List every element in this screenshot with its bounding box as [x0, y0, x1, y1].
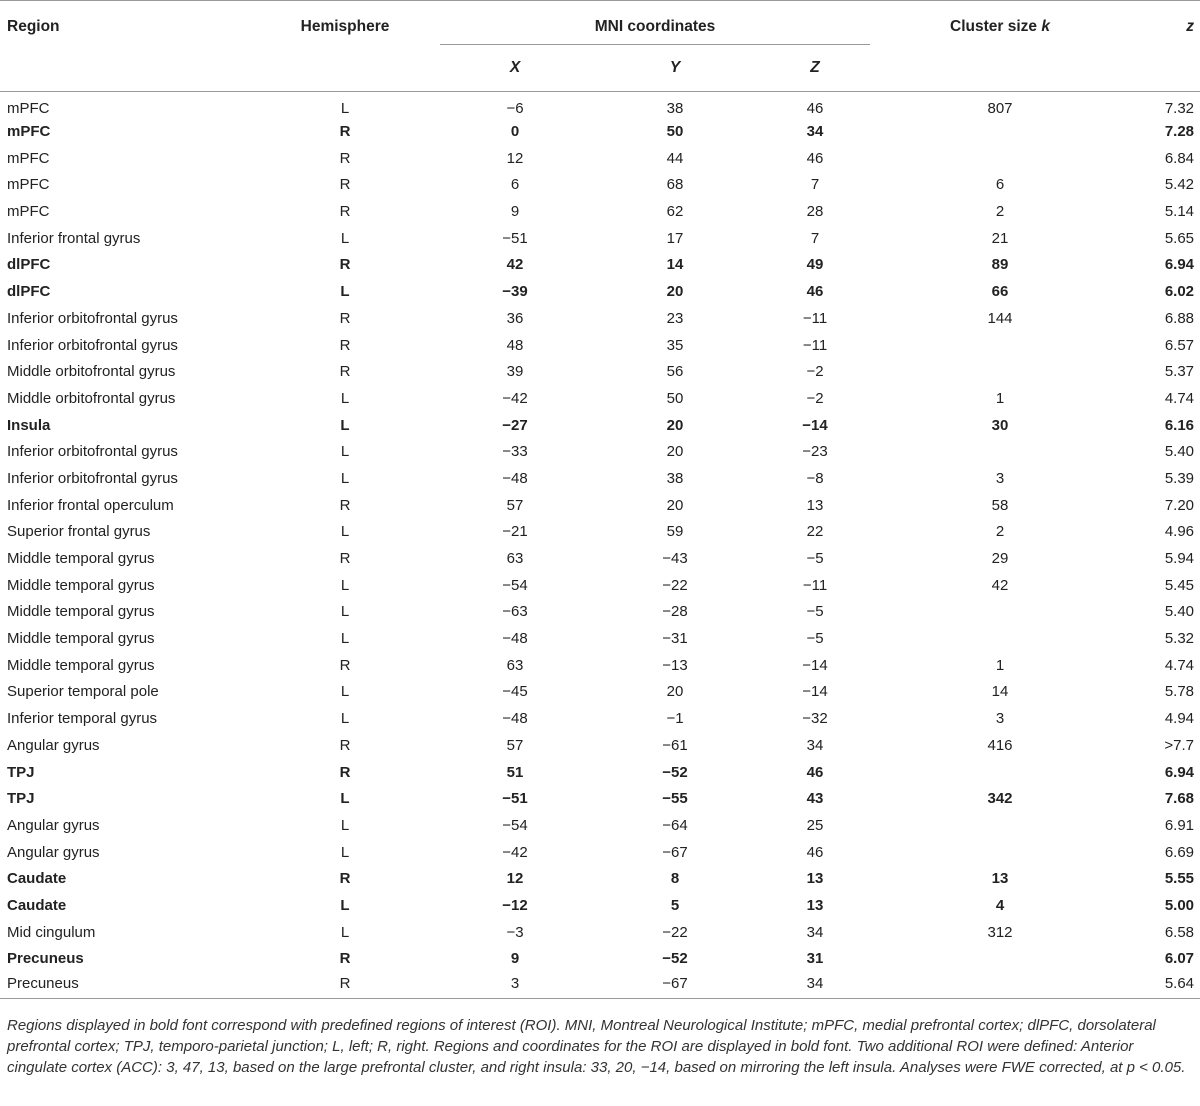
cell-z-coord: −32 — [802, 710, 828, 728]
table-row — [0, 492, 1200, 519]
cell-cluster-size: 2 — [995, 203, 1005, 221]
cell-region: Precuneus — [7, 974, 79, 992]
cell-z-coord: 7 — [810, 229, 820, 247]
cell-z-coord: −5 — [806, 630, 824, 648]
cell-region: dlPFC — [7, 283, 51, 301]
table-row — [0, 172, 1200, 199]
cell-z-coord: −11 — [802, 309, 828, 327]
table-row — [0, 865, 1200, 892]
cell-hemisphere: L — [340, 229, 350, 247]
cell-hemisphere: L — [340, 896, 350, 914]
table-row — [0, 599, 1200, 626]
cell-x: 3 — [510, 974, 520, 992]
cell-cluster-size — [870, 972, 1130, 999]
table-row — [0, 839, 1200, 866]
cell-hemisphere: L — [340, 443, 350, 461]
cell-y: 14 — [666, 256, 684, 274]
cell-cluster-size — [870, 358, 1130, 385]
table-row — [0, 145, 1200, 172]
cell-region: TPJ — [7, 763, 35, 781]
table-row — [0, 972, 1200, 999]
cell-x: −27 — [502, 416, 528, 434]
cell-z-coord: −5 — [806, 550, 824, 568]
cell-hemisphere: L — [340, 630, 350, 648]
cell-region: mPFC — [7, 99, 50, 117]
cell-z-score: 6.88 — [1164, 309, 1195, 327]
cell-x: 9 — [510, 950, 520, 968]
cell-x: 42 — [506, 256, 524, 274]
cell-z-coord: −2 — [806, 363, 824, 381]
cell-z-score: 4.74 — [1164, 389, 1195, 407]
header-z: z — [1186, 18, 1195, 35]
cell-z-coord: 46 — [806, 843, 824, 861]
table-header — [0, 1, 1200, 92]
cell-z-coord: 49 — [806, 256, 824, 274]
cell-cluster-size — [870, 625, 1130, 652]
cell-cluster-size: 3 — [995, 710, 1005, 728]
cell-x: 63 — [506, 656, 524, 674]
cell-y: −1 — [666, 710, 684, 728]
cell-region: dlPFC — [7, 256, 51, 274]
cell-region: Middle temporal gyrus — [7, 656, 155, 674]
cell-cluster-size: 13 — [991, 870, 1009, 888]
cell-cluster-size: 1 — [995, 656, 1005, 674]
cell-cluster-size: 6 — [995, 176, 1005, 194]
cell-cluster-size: 312 — [987, 923, 1013, 941]
cell-x: 6 — [510, 176, 520, 194]
cell-z-coord: 25 — [806, 816, 824, 834]
cell-cluster-size — [870, 946, 1130, 973]
table-row — [0, 385, 1200, 412]
table-row — [0, 625, 1200, 652]
cell-x: −63 — [502, 603, 528, 621]
cell-z-coord: 22 — [806, 523, 824, 541]
cell-z-score: 5.45 — [1164, 576, 1195, 594]
cell-z-coord: 31 — [806, 950, 824, 968]
cell-hemisphere: R — [339, 974, 351, 992]
cell-hemisphere: L — [340, 523, 350, 541]
cell-region: Inferior orbitofrontal gyrus — [7, 469, 178, 487]
cell-y: −31 — [662, 630, 688, 648]
cell-x: −51 — [502, 229, 528, 247]
table-row — [0, 679, 1200, 706]
cell-hemisphere: R — [339, 656, 351, 674]
cell-z-coord: −14 — [802, 416, 828, 434]
table-row — [0, 198, 1200, 225]
cell-hemisphere: R — [339, 123, 351, 141]
cell-y: 50 — [666, 123, 684, 141]
cell-cluster-size — [870, 812, 1130, 839]
cell-hemisphere: R — [339, 950, 351, 968]
cell-x: 36 — [506, 309, 524, 327]
header-cluster-label: Cluster size — [950, 18, 1038, 35]
cell-z-coord: −8 — [806, 469, 824, 487]
cell-z-score: 6.91 — [1164, 816, 1195, 834]
table-row — [0, 252, 1200, 279]
cell-region: mPFC — [7, 123, 51, 141]
cell-z-score: 5.64 — [1164, 974, 1195, 992]
cell-z-score: 6.69 — [1164, 843, 1195, 861]
cell-z-score: 4.96 — [1164, 523, 1195, 541]
cell-hemisphere: L — [340, 790, 350, 808]
table-row — [0, 946, 1200, 973]
cell-region: Insula — [7, 416, 51, 434]
cell-hemisphere: L — [340, 416, 350, 434]
cell-z-score: 6.84 — [1164, 149, 1195, 167]
cell-cluster-size: 66 — [991, 283, 1009, 301]
cell-x: 0 — [510, 123, 520, 141]
cell-x: 39 — [506, 363, 524, 381]
cell-z-coord: 46 — [806, 283, 824, 301]
table-row — [0, 412, 1200, 439]
cell-cluster-size: 144 — [987, 309, 1013, 327]
cell-x: 12 — [506, 870, 524, 888]
cell-z-coord: 46 — [806, 99, 824, 117]
cell-region: Superior frontal gyrus — [7, 523, 151, 541]
table-row — [0, 332, 1200, 359]
cell-y: −67 — [662, 843, 688, 861]
cell-z-score: 5.32 — [1164, 630, 1195, 648]
cell-hemisphere: R — [339, 309, 351, 327]
cell-cluster-size: 14 — [991, 683, 1009, 701]
table-row — [0, 892, 1200, 919]
cell-hemisphere: R — [339, 763, 351, 781]
cell-region: TPJ — [7, 790, 35, 808]
table-row — [0, 305, 1200, 332]
cell-region: Caudate — [7, 870, 67, 888]
table-row — [0, 785, 1200, 812]
table-row — [0, 519, 1200, 546]
cell-z-score: 4.94 — [1164, 710, 1195, 728]
table-row — [0, 358, 1200, 385]
cell-z-score: 6.57 — [1164, 336, 1195, 354]
cell-x: 12 — [506, 149, 524, 167]
cell-x: −42 — [502, 389, 528, 407]
cell-y: 35 — [666, 336, 684, 354]
cell-region: Inferior frontal operculum — [7, 496, 174, 514]
table-row — [0, 572, 1200, 599]
cell-cluster-size — [870, 118, 1130, 145]
cell-z-coord: 34 — [806, 923, 824, 941]
table-row — [0, 812, 1200, 839]
cell-cluster-size — [870, 438, 1130, 465]
cell-z-coord: −11 — [802, 336, 828, 354]
cell-region: Inferior temporal gyrus — [7, 710, 158, 728]
table-row — [0, 438, 1200, 465]
cell-region: Superior temporal pole — [7, 683, 159, 701]
cell-x: 57 — [506, 496, 524, 514]
cell-hemisphere: R — [339, 363, 351, 381]
cell-region: mPFC — [7, 176, 50, 194]
cell-z-coord: 34 — [806, 974, 824, 992]
cell-cluster-size — [870, 599, 1130, 626]
cell-z-score: >7.7 — [1164, 736, 1195, 754]
cell-cluster-size: 21 — [991, 229, 1009, 247]
table-row — [0, 545, 1200, 572]
cell-cluster-size: 3 — [995, 469, 1005, 487]
table-footnote: Regions displayed in bold font correspond with predefined regions of interest (ROI). MNI, Montreal Neurological Institute; mPFC, medial prefrontal cortex; dlPFC, dorsolateral prefrontal cortex; TPJ, temporo-parietal junction; L, left; R, right. Regions and coordinates for the ROI are displayed in bold font. Two additional ROI were defined: Anterior cingulate cortex (ACC): 3, 47, 13, based on the large prefrontal cluster, and right insula: 33, 20, −14, based on mirroring the left insula. Analyses were FWE corrected, at p < 0.05. — [7, 1017, 1186, 1076]
cell-cluster-size: 4 — [995, 896, 1005, 914]
cell-z-coord: 46 — [806, 149, 824, 167]
cell-y: −52 — [662, 950, 688, 968]
cell-y: −55 — [662, 790, 688, 808]
cell-z-score: 5.14 — [1164, 203, 1195, 221]
cell-region: Inferior orbitofrontal gyrus — [7, 443, 178, 461]
cell-cluster-size — [870, 839, 1130, 866]
table-row — [0, 705, 1200, 732]
cell-z-coord: −14 — [802, 683, 828, 701]
cell-region: Middle orbitofrontal gyrus — [7, 363, 176, 381]
table-row — [0, 225, 1200, 252]
cell-region: Middle temporal gyrus — [7, 550, 155, 568]
table-row — [0, 118, 1200, 145]
cell-region: mPFC — [7, 149, 50, 167]
cell-cluster-size — [870, 759, 1130, 786]
cell-x: 9 — [510, 203, 520, 221]
cell-x: −54 — [502, 576, 528, 594]
cell-z-score: 7.20 — [1164, 496, 1195, 514]
cell-y: −67 — [662, 974, 688, 992]
cell-cluster-size: 89 — [991, 256, 1009, 274]
cell-x: −33 — [502, 443, 528, 461]
cell-z-score: 5.39 — [1164, 469, 1195, 487]
cell-x: −39 — [502, 283, 528, 301]
cell-y: −64 — [662, 816, 688, 834]
cell-cluster-size: 58 — [991, 496, 1009, 514]
cell-y: −52 — [662, 763, 688, 781]
cell-x: 48 — [506, 336, 524, 354]
cell-y: 20 — [666, 416, 684, 434]
cell-y: 38 — [666, 469, 684, 487]
cell-z-score: 7.28 — [1164, 123, 1195, 141]
cell-y: 59 — [666, 523, 684, 541]
cell-region: Angular gyrus — [7, 816, 100, 834]
cell-z-coord: −14 — [802, 656, 828, 674]
cell-z-score: 6.58 — [1164, 923, 1195, 941]
cell-x: 57 — [506, 736, 524, 754]
cell-z-score: 5.65 — [1164, 229, 1195, 247]
cell-hemisphere: L — [340, 389, 350, 407]
cell-hemisphere: L — [340, 843, 350, 861]
cell-x: 51 — [506, 763, 524, 781]
cell-hemisphere: R — [339, 203, 351, 221]
cell-x: −51 — [502, 790, 528, 808]
cell-z-score: 5.78 — [1164, 683, 1195, 701]
cell-z-score: 5.37 — [1164, 363, 1195, 381]
cell-y: 20 — [666, 443, 684, 461]
table-row — [0, 759, 1200, 786]
cell-z-score: 5.00 — [1164, 896, 1195, 914]
cell-z-score: 5.42 — [1164, 176, 1195, 194]
table-row — [0, 732, 1200, 759]
cell-hemisphere: R — [339, 550, 351, 568]
cell-region: Inferior orbitofrontal gyrus — [7, 309, 178, 327]
cell-z-coord: −23 — [802, 443, 828, 461]
cell-region: Middle temporal gyrus — [7, 603, 155, 621]
cell-region: Inferior orbitofrontal gyrus — [7, 336, 178, 354]
cell-y: −13 — [662, 656, 688, 674]
cell-z-coord: 46 — [806, 763, 824, 781]
cell-cluster-size: 2 — [995, 523, 1005, 541]
header-mni-coordinates: MNI coordinates — [440, 1, 870, 45]
cell-z-coord: 34 — [806, 123, 824, 141]
cell-z-score: 4.74 — [1164, 656, 1195, 674]
cell-y: −22 — [662, 576, 688, 594]
cell-hemisphere: L — [340, 469, 350, 487]
cell-z-coord: 28 — [806, 203, 824, 221]
cell-region: Middle temporal gyrus — [7, 630, 155, 648]
cell-x: −48 — [502, 710, 528, 728]
cell-y: 56 — [666, 363, 684, 381]
cell-y: 20 — [666, 496, 684, 514]
cell-x: −42 — [502, 843, 528, 861]
cell-y: 5 — [670, 896, 680, 914]
cell-region: Inferior frontal gyrus — [7, 229, 141, 247]
cell-z-score: 5.40 — [1164, 443, 1195, 461]
cell-hemisphere: L — [340, 683, 350, 701]
table-row — [0, 92, 1200, 119]
table-row — [0, 919, 1200, 946]
cell-z-score: 5.40 — [1164, 603, 1195, 621]
cell-cluster-size: 29 — [991, 550, 1009, 568]
cell-z-score: 7.32 — [1164, 99, 1195, 117]
cell-cluster-size: 30 — [991, 416, 1009, 434]
cell-y: 20 — [666, 283, 684, 301]
cell-y: −22 — [662, 923, 688, 941]
cell-region: mPFC — [7, 203, 50, 221]
cell-y: 20 — [666, 683, 684, 701]
cell-z-score: 5.94 — [1164, 550, 1195, 568]
cell-y: −61 — [662, 736, 688, 754]
cell-x: −45 — [502, 683, 528, 701]
cell-hemisphere: L — [340, 99, 350, 117]
table-body — [0, 92, 1200, 999]
table-row — [0, 465, 1200, 492]
cell-x: −21 — [502, 523, 528, 541]
cell-y: 23 — [666, 309, 684, 327]
cell-region: Angular gyrus — [7, 736, 100, 754]
cell-region: Precuneus — [7, 950, 84, 968]
cell-region: Mid cingulum — [7, 923, 96, 941]
cell-z-coord: −2 — [806, 389, 824, 407]
cell-z-score: 5.55 — [1164, 870, 1195, 888]
table-row — [0, 652, 1200, 679]
cell-z-score: 6.94 — [1164, 763, 1195, 781]
cell-y: 62 — [666, 203, 684, 221]
cell-x: −54 — [502, 816, 528, 834]
header-cluster-size — [870, 1, 1130, 45]
cell-hemisphere: R — [339, 870, 351, 888]
cell-cluster-size: 342 — [987, 790, 1013, 808]
cell-z-coord: −11 — [802, 576, 828, 594]
cell-hemisphere: R — [339, 336, 351, 354]
cell-cluster-size — [870, 332, 1130, 359]
cell-x: −6 — [506, 99, 524, 117]
cell-hemisphere: R — [339, 256, 351, 274]
header-y: Y — [669, 59, 681, 76]
cell-cluster-size: 1 — [995, 389, 1005, 407]
cell-hemisphere: R — [339, 496, 351, 514]
cell-y: −43 — [662, 550, 688, 568]
cell-y: 38 — [666, 99, 684, 117]
cell-cluster-size: 416 — [987, 736, 1013, 754]
header-zc: Z — [810, 59, 820, 76]
cell-y: 8 — [670, 870, 680, 888]
cell-z-coord: 43 — [806, 790, 824, 808]
cell-y: −28 — [662, 603, 688, 621]
cell-hemisphere: L — [340, 923, 350, 941]
cell-z-coord: 13 — [806, 870, 824, 888]
cell-x: −48 — [502, 469, 528, 487]
cell-hemisphere: R — [339, 149, 351, 167]
cell-x: 63 — [506, 550, 524, 568]
cell-hemisphere: L — [340, 710, 350, 728]
cell-y: 50 — [666, 389, 684, 407]
cell-z-coord: 13 — [806, 496, 824, 514]
cell-hemisphere: R — [339, 736, 351, 754]
cell-z-coord: 13 — [806, 896, 824, 914]
cell-y: 68 — [666, 176, 684, 194]
cell-hemisphere: L — [340, 816, 350, 834]
cell-z-score: 6.94 — [1164, 256, 1195, 274]
cell-z-coord: 34 — [806, 736, 824, 754]
cell-hemisphere: L — [340, 283, 350, 301]
cell-z-score: 7.68 — [1164, 790, 1195, 808]
cell-z-score: 6.07 — [1164, 950, 1195, 968]
cell-y: 17 — [666, 229, 684, 247]
cell-region: Middle temporal gyrus — [7, 576, 155, 594]
cell-x: −3 — [506, 923, 524, 941]
cell-cluster-size — [870, 145, 1130, 172]
cell-hemisphere: L — [340, 603, 350, 621]
cell-cluster-size: 42 — [991, 576, 1009, 594]
cell-hemisphere: L — [340, 576, 350, 594]
cell-z-coord: 7 — [810, 176, 820, 194]
header-hemisphere: Hemisphere — [300, 18, 390, 35]
header-cluster-k: k — [1041, 18, 1050, 35]
cell-hemisphere: R — [339, 176, 351, 194]
cell-y: 44 — [666, 149, 684, 167]
header-x: X — [509, 59, 521, 76]
header-region: Region — [7, 18, 60, 35]
cell-z-score: 6.16 — [1164, 416, 1195, 434]
cell-region: Middle orbitofrontal gyrus — [7, 389, 176, 407]
cell-region: Angular gyrus — [7, 843, 100, 861]
table-row — [0, 278, 1200, 305]
cell-z-score: 6.02 — [1164, 283, 1195, 301]
cell-z-coord: −5 — [806, 603, 824, 621]
cell-region: Caudate — [7, 896, 67, 914]
cell-cluster-size: 807 — [987, 99, 1013, 117]
cell-x: −12 — [502, 896, 528, 914]
cell-x: −48 — [502, 630, 528, 648]
